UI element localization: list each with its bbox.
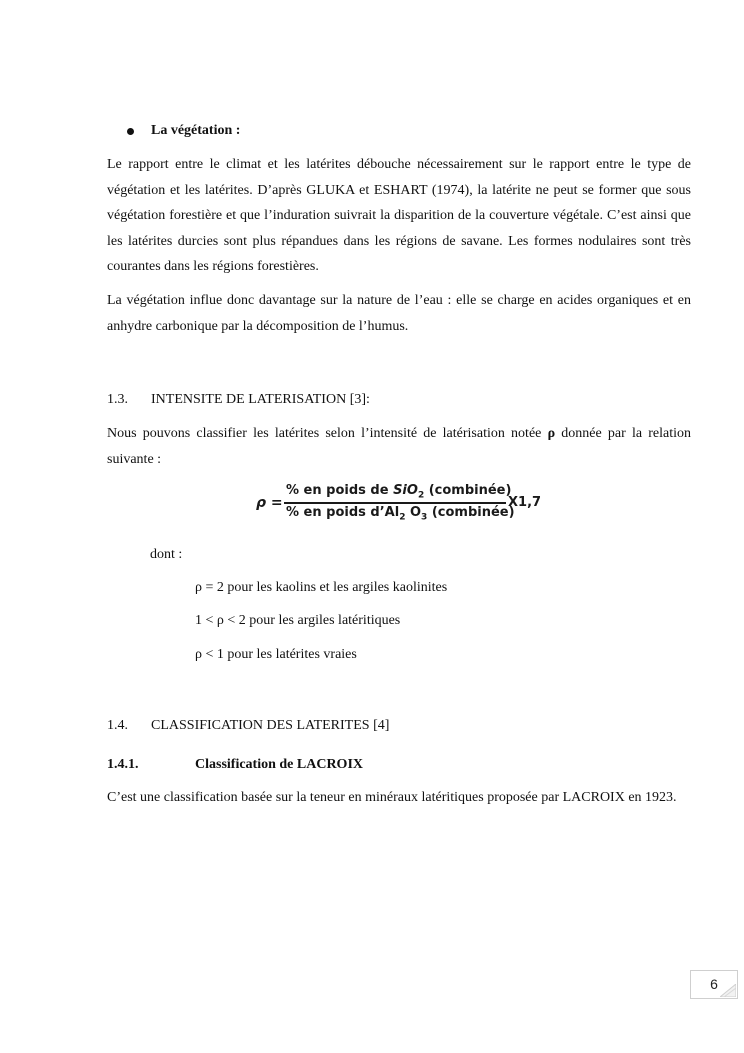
vegetation-paragraph-2: La végétation influe donc davantage sur la nature de l’eau : elle se charge en acides organiques et en anhydre carbonique par la décomposition de l’humus. [107, 293, 691, 334]
subsection-title: Classification de LACROIX [195, 757, 364, 772]
lacroix-paragraph: C’est une classification basée sur la teneur en minéraux latéritiques proposée par LACROIX en 1923. [107, 790, 677, 805]
denominator-suffix: (combinée) [427, 505, 515, 520]
section-1-4-heading [107, 717, 389, 735]
rho-symbol: ρ [547, 426, 556, 441]
formula-numerator [286, 483, 511, 501]
section-title: INTENSITE DE LATERISATION [3]: [151, 392, 370, 407]
formula-denominator [286, 505, 515, 523]
numerator-prefix: % en poids de [286, 483, 394, 498]
fraction-bar [284, 502, 506, 504]
page-number: 6 [690, 970, 738, 999]
section-number: 1.4. [107, 718, 128, 733]
laterisation-intro-paragraph [107, 421, 691, 472]
vegetation-title: La végétation : [151, 123, 241, 138]
formula-lhs: ρ = [256, 495, 283, 511]
dont-label: dont : [150, 547, 183, 562]
condition-item: ρ < 1 pour les latérites vraies [195, 647, 357, 662]
condition-item: ρ = 2 pour les kaolins et les argiles kaolinites [195, 580, 448, 595]
page-corner-fold-icon [720, 984, 736, 997]
condition-item: 1 < ρ < 2 pour les argiles latéritiques [195, 613, 401, 628]
laterisation-formula [256, 482, 546, 522]
intro-text-before: Nous pouvons classifier les latérites selon l’intensité de latérisation notée [107, 426, 548, 441]
intro-text-after: donnée par la relation suivante : [107, 426, 692, 467]
bullet-icon [127, 128, 134, 135]
section-1-4-1-heading [107, 756, 363, 774]
subsection-number: 1.4.1. [107, 757, 139, 772]
denominator-sub-1: 2 [399, 512, 406, 523]
denominator-prefix: % en poids d’Al [286, 505, 400, 520]
section-title: CLASSIFICATION DES LATERITES [4] [151, 718, 390, 733]
vegetation-paragraph-1: Le rapport entre le climat et les latérites débouche nécessairement sur le rapport entre le type de végétation et les latérites. D’après GLUKA et ESHART (1974), la latérite ne peut se former que sous végétation forestière et que l’induration suivrait la disparition de la couverture végétale. C’est ainsi que les latérites durcies sont plus répandues dans les régions de savane. Les formes nodulaires sont très courantes dans les régions forestières. [107, 157, 691, 274]
numerator-sub: 2 [417, 490, 425, 501]
section-1-3-heading [107, 391, 370, 409]
numerator-chem: SiO [393, 483, 418, 498]
vegetation-bullet-heading [127, 121, 240, 141]
formula-multiplier: X1,7 [508, 495, 542, 510]
denominator-sub-2: 3 [421, 512, 428, 523]
section-number: 1.3. [107, 392, 128, 407]
denominator-mid: O [405, 505, 422, 520]
numerator-suffix: (combinée) [424, 483, 512, 498]
